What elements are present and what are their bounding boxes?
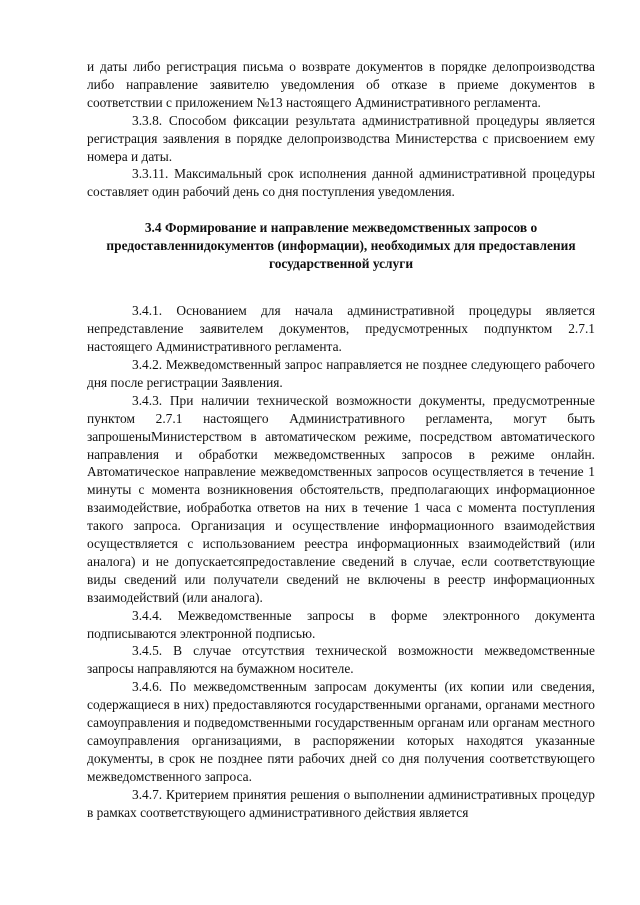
paragraph-3-4-5: 3.4.5. В случае отсутствия технической возможности межведомственные запросы направляются на бумажном носителе. bbox=[87, 643, 595, 677]
section-heading-3-4: 3.4 Формирование и направление межведомственных запросов о предоставленнидокументов (информации), необходимых для предоставления государственной услуги bbox=[106, 220, 576, 272]
paragraph-3-4-2: 3.4.2. Межведомственный запрос направляется не позднее следующего рабочего дня после регистрации Заявления. bbox=[87, 356, 595, 390]
paragraph-3-3-8: 3.3.8. Способом фиксации результата административной процедуры является регистрация заявления в порядке делопроизводства Министерства с присвоением ему номера и даты. bbox=[87, 112, 595, 164]
document-page bbox=[87, 58, 595, 822]
paragraph-3-4-3: 3.4.3. При наличии технической возможности документы, предусмотренные пунктом 2.7.1 настоящего Административного регламента, могут быть запрошеныМинистерством в автоматическом режиме, посредством автоматического направления и обработки межведомственных запросов в режиме онлайн. Автоматическое направление межведомственных запросов осуществляется в течение 1 минуты с момента возникновения обстоятельств, предполагающих информационное взаимодействие, иобработка ответов на них в течение 1 часа с момента поступления такого запроса. Организация и осуществление информационного взаимодействия осуществляется с использованием реестра информационных взаимодействий (или аналога) и не допускаетсяпредоставление сведений в случае, если соответствующие виды сведений или получатели сведений не включены в реестр информационных взаимодействий (или аналога). bbox=[87, 392, 595, 605]
paragraph-continuation: и даты либо регистрация письма о возврате документов в порядке делопроизводства либо направление заявителю уведомления об отказе в приеме документов в соответствии с приложением №13 настоящего Административного регламента. bbox=[87, 59, 595, 110]
paragraph-3-4-4: 3.4.4. Межведомственные запросы в форме электронного документа подписываются электронной подписью. bbox=[87, 607, 595, 641]
paragraph-3-4-7: 3.4.7. Критерием принятия решения о выполнении административных процедур в рамках соответствующего административного действия является bbox=[87, 786, 595, 820]
paragraph-3-4-6: 3.4.6. По межведомственным запросам документы (их копии или сведения, содержащиеся в них) предоставляются государственными органами, органами местного самоуправления и подведомственными государственным органам или органам местного самоуправления организациями, в распоряжении которых находятся указанные документы, в срок не позднее пяти рабочих дней со дня получения соответствующего межведомственного запроса. bbox=[87, 679, 595, 784]
paragraph-3-4-1: 3.4.1. Основанием для начала административной процедуры является непредставление заявителем документов, предусмотренных подпунктом 2.7.1 настоящего Административного регламента. bbox=[87, 303, 595, 355]
paragraph-3-3-11: 3.3.11. Максимальный срок исполнения данной административной процедуры составляет один рабочий день со дня поступления уведомления. bbox=[87, 166, 595, 200]
